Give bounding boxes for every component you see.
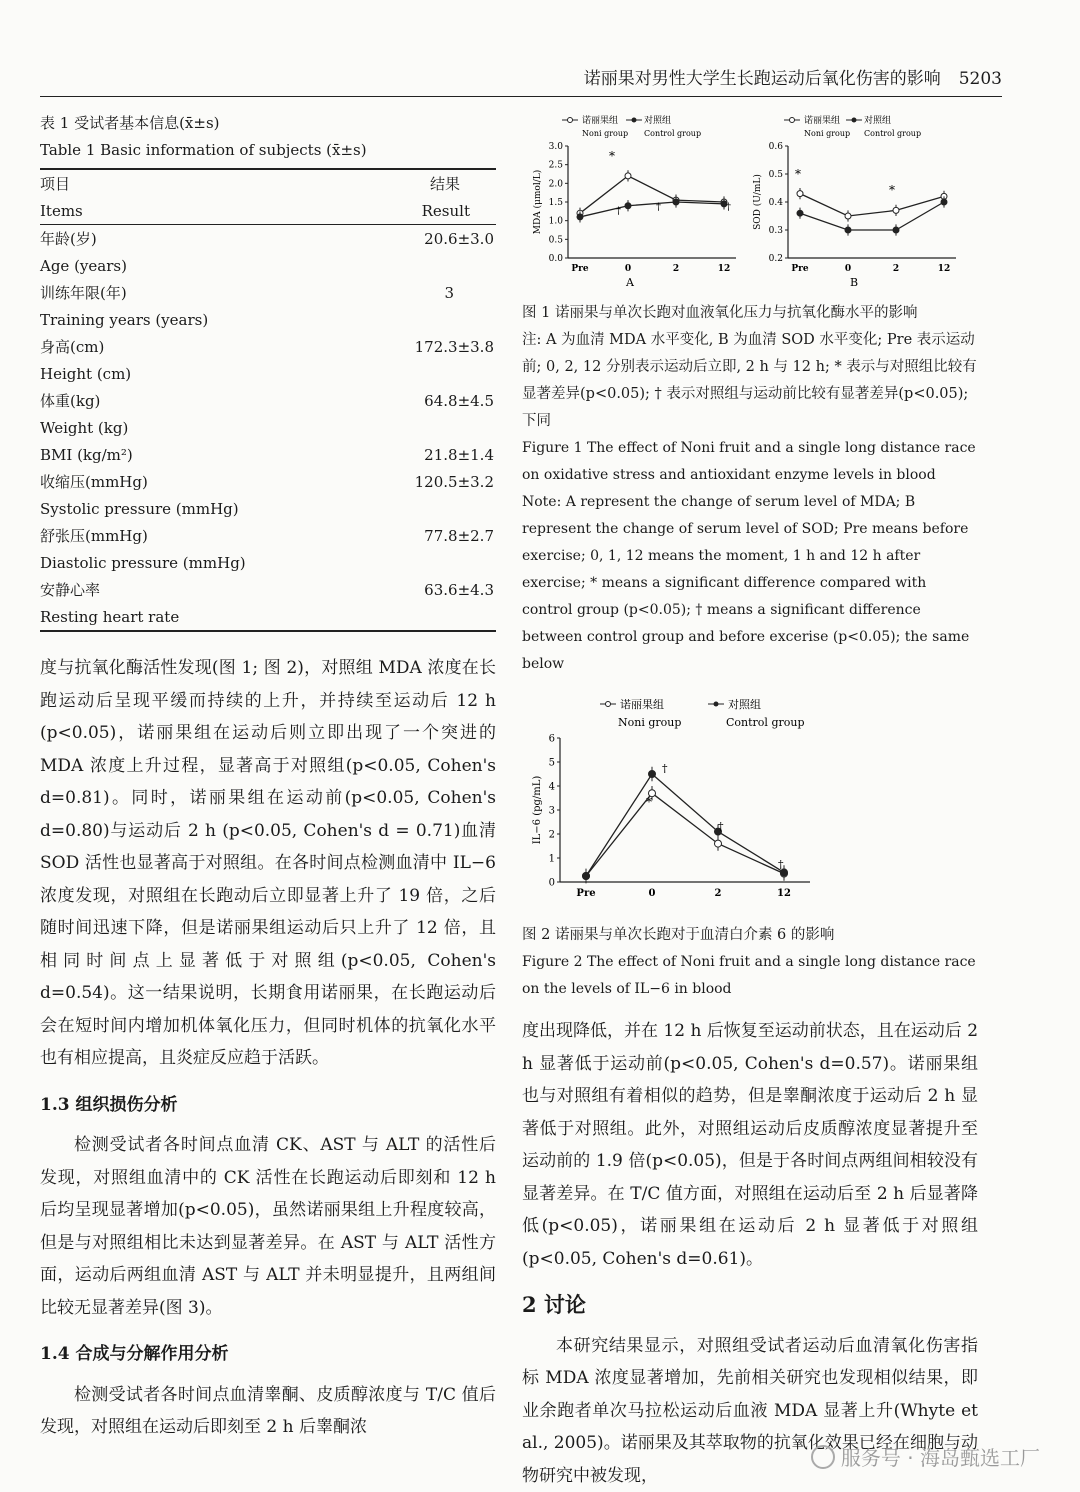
legend-noni-en: Noni group bbox=[582, 129, 628, 138]
col-item-en: Items bbox=[40, 197, 367, 225]
paragraph: 检测受试者各时间点血清睾酮、皮质醇浓度与 T/C 值后发现，对照组在运动后即刻至 2 h 后睾酮浓 bbox=[40, 1379, 496, 1444]
section-heading-1-3: 1.3 组织损伤分析 bbox=[40, 1089, 496, 1122]
legend-noni-en: Noni group bbox=[618, 716, 681, 729]
col-result-en: Result bbox=[367, 197, 496, 225]
legend-ctrl-en: Control group bbox=[644, 129, 701, 138]
x-tick-label: 0 bbox=[845, 264, 851, 274]
y-tick-label: 1.5 bbox=[549, 198, 564, 208]
figure2-caption bbox=[522, 922, 978, 1003]
left-body-text bbox=[40, 652, 496, 1444]
sod-chart-b bbox=[752, 142, 956, 274]
journal-header-title: 诺丽果对男性大学生长跑运动后氧化伤害的影响 bbox=[584, 69, 941, 89]
figure1-legend-a bbox=[562, 114, 701, 138]
wechat-icon bbox=[811, 1445, 835, 1469]
il6-chart bbox=[532, 733, 810, 899]
panel-label-b: B bbox=[850, 276, 858, 289]
x-tick-label: 12 bbox=[718, 264, 731, 274]
y-tick-label: 2.0 bbox=[549, 179, 564, 189]
legend-noni: 诺丽果组 bbox=[804, 114, 840, 126]
x-tick-label: 0 bbox=[625, 264, 631, 274]
page-number: 5203 bbox=[959, 69, 1002, 89]
x-tick-label: 12 bbox=[777, 888, 791, 899]
significance-mark: * bbox=[609, 149, 615, 163]
figure1-note-en: Note: A represent the change of serum level of MDA; B represent the change of serum level of SOD; Pre means before exercise; 0, 1, 12 means the moment, 1 h and 12 h after exercise; * means a significant difference compared with control group (p<0.05); † means a significant difference between control group and before excerise (p<0.05); the same below bbox=[522, 489, 978, 678]
data-point bbox=[583, 873, 590, 880]
data-point bbox=[845, 213, 851, 219]
paragraph: 本研究结果显示，对照组受试者运动后血清氧化伤害指标 MDA 浓度显著增加，先前相关研究也发现相似结果，即业余跑者单次马拉松运动后血液 MDA 显著上升(Whyte et al., 2005)。诺丽果及其萃取物的抗氧化效果已经在细胞与动物研究中被发现， bbox=[522, 1330, 978, 1492]
row-label-en: Diastolic pressure (mmHg) bbox=[40, 549, 367, 576]
y-tick-label: 0.4 bbox=[769, 198, 784, 208]
y-tick-label: 5 bbox=[549, 757, 555, 768]
series-line bbox=[800, 194, 944, 216]
row-label-en: Systolic pressure (mmHg) bbox=[40, 495, 367, 522]
subject-info-table bbox=[40, 168, 496, 632]
row-label-en: Weight (kg) bbox=[40, 414, 367, 441]
significance-mark: * bbox=[646, 795, 652, 809]
figure1-caption bbox=[522, 300, 978, 678]
data-point bbox=[797, 210, 803, 216]
significance-mark: † bbox=[662, 762, 668, 775]
y-tick-label: 1.0 bbox=[549, 217, 564, 227]
y-tick-label: 0.6 bbox=[769, 142, 784, 152]
data-point bbox=[577, 214, 583, 220]
x-tick-label: Pre bbox=[791, 264, 809, 274]
significance-mark: † bbox=[616, 206, 621, 217]
row-label-cn: 体重(kg) bbox=[40, 387, 367, 414]
col-item-cn: 项目 bbox=[40, 169, 367, 197]
row-label-cn: 身高(cm) bbox=[40, 333, 367, 360]
figure1-charts bbox=[522, 110, 978, 290]
y-tick-label: 1 bbox=[549, 853, 555, 864]
x-tick-label: 0 bbox=[649, 888, 656, 899]
row-label-en: Age (years) bbox=[40, 252, 367, 279]
right-column bbox=[522, 110, 978, 1492]
y-tick-label: 0.5 bbox=[549, 235, 564, 245]
row-value: 3 bbox=[367, 279, 496, 306]
row-value: 120.5±3.2 bbox=[367, 468, 496, 495]
legend-ctrl: 对照组 bbox=[864, 114, 891, 126]
y-tick-label: 2 bbox=[549, 829, 555, 840]
y-axis-label: MDA (μmol/L) bbox=[532, 170, 543, 235]
legend-ctrl-en: Control group bbox=[726, 716, 805, 729]
legend-noni-en: Noni group bbox=[804, 129, 850, 138]
y-tick-label: 0 bbox=[549, 877, 555, 888]
figure2-chart bbox=[522, 692, 978, 914]
panel-label-a: A bbox=[625, 276, 635, 289]
row-label-en: Training years (years) bbox=[40, 306, 367, 333]
mda-chart-a bbox=[532, 142, 736, 274]
running-header bbox=[40, 64, 1002, 97]
x-tick-label: 2 bbox=[673, 264, 679, 274]
y-axis-label: IL−6 (pg/mL) bbox=[532, 776, 543, 845]
data-point bbox=[673, 199, 679, 205]
series-line bbox=[580, 176, 724, 213]
row-label-en: Height (cm) bbox=[40, 360, 367, 387]
row-value: 77.8±2.7 bbox=[367, 522, 496, 549]
y-tick-label: 6 bbox=[549, 733, 555, 744]
y-tick-label: 3 bbox=[549, 805, 555, 816]
x-tick-label: Pre bbox=[576, 888, 595, 899]
data-point bbox=[797, 191, 803, 197]
significance-mark: † bbox=[778, 858, 784, 871]
data-point bbox=[893, 207, 899, 213]
figure2-caption-cn: 图 2 诺丽果与单次长跑对于血清白介素 6 的影响 bbox=[522, 922, 978, 949]
row-label-cn: 舒张压(mmHg) bbox=[40, 522, 367, 549]
figure1-legend-b bbox=[784, 114, 921, 138]
paragraph: 度与抗氧化酶活性发现(图 1; 图 2)，对照组 MDA 浓度在长跑运动后呈现平缓而持续的上升，并持续至运动后 12 h (p<0.05)，诺丽果组在运动后则立即出现了一个突进的 MDA 浓度上升过程，显著高于对照组(p<0.05, Cohen's d=0.81)。同时，诺丽果组在运动前(p<0.05, Cohen's d=0.80)与运动后 2 h (p<0.05, Cohen's d = 0.71)血清 SOD 活性也显著高于对照组。在各时间点检测血清中 IL−6 浓度发现，对照组在长跑动后立即显著上升了 19 倍，之后随时间迅速下降，但是诺丽果组运动后只上升了 12 倍，且相同时间点上显著低于对照组(p<0.05, Cohen's d=0.54)。这一结果说明，长期食用诺丽果，在长跑运动后会在短时间内增加机体氧化压力，但同时机体的抗氧化水平也有相应提高，且炎症反应趋于活跃。 bbox=[40, 652, 496, 1075]
y-tick-label: 2.5 bbox=[549, 161, 564, 171]
y-tick-label: 0.5 bbox=[769, 170, 784, 180]
x-tick-label: 2 bbox=[715, 888, 722, 899]
figure2-legend bbox=[600, 697, 805, 729]
significance-mark: † bbox=[726, 202, 731, 213]
x-tick-label: 12 bbox=[938, 264, 951, 274]
row-value: 63.6±4.3 bbox=[367, 576, 496, 603]
col-result-cn: 结果 bbox=[367, 169, 496, 197]
row-label-cn: 年龄(岁) bbox=[40, 225, 367, 253]
legend-ctrl: 对照组 bbox=[728, 697, 761, 711]
row-label-cn: 训练年限(年) bbox=[40, 279, 367, 306]
paragraph: 度出现降低，并在 12 h 后恢复至运动前状态，且在运动后 2 h 显著低于运动前(p<0.05, Cohen's d=0.57)。诺丽果组也与对照组有着相似的趋势，但是睾酮浓度于运动后 2 h 显著低于对照组。此外，对照组运动后皮质醇浓度显著提升至运动前的 1.9 倍(p<0.05)，但是于各时间点两组间相较没有显著差异。在 T/C 值方面，对照组在运动后至 2 h 后显著降低(p<0.05)，诺丽果组在运动后 2 h 显著低于对照组(p<0.05, Cohen's d=0.61)。 bbox=[522, 1015, 978, 1275]
data-point bbox=[893, 227, 899, 233]
series-line bbox=[586, 793, 784, 876]
data-point bbox=[649, 771, 656, 778]
series-line bbox=[580, 202, 724, 217]
table1-caption-cn: 表 1 受试者基本信息(x̄±s) bbox=[40, 110, 496, 137]
paragraph: 检测受试者各时间点血清 CK、AST 与 ALT 的活性后发现，对照组血清中的 CK 活性在长跑运动后即刻和 12 h 后均呈现显著增加(p<0.05)，虽然诺丽果组上升程度较高，但是与对照组相比未达到显著差异。在 AST 与 ALT 活性方面，运动后两组血清 AST 与 ALT 并未明显提升，且两组间比较无显著差异(图 3)。 bbox=[40, 1129, 496, 1324]
row-value: 21.8±1.4 bbox=[367, 441, 496, 468]
x-tick-label: 2 bbox=[893, 264, 899, 274]
watermark bbox=[811, 1442, 1040, 1471]
figure1-caption-cn: 图 1 诺丽果与单次长跑对血液氧化压力与抗氧化酶水平的影响 bbox=[522, 300, 978, 327]
legend-noni: 诺丽果组 bbox=[620, 697, 664, 711]
legend-noni: 诺丽果组 bbox=[582, 114, 618, 126]
data-point bbox=[941, 199, 947, 205]
y-tick-label: 4 bbox=[549, 781, 555, 792]
series-line bbox=[800, 202, 944, 230]
figure1-caption-en: Figure 1 The effect of Noni fruit and a single long distance race on oxidative stress and antioxidant enzyme levels in blood bbox=[522, 435, 978, 489]
y-tick-label: 3.0 bbox=[549, 142, 564, 152]
y-tick-label: 0.2 bbox=[769, 254, 783, 264]
data-point bbox=[845, 227, 851, 233]
row-label-en: Resting heart rate bbox=[40, 603, 367, 631]
row-value: 172.3±3.8 bbox=[367, 333, 496, 360]
data-point bbox=[625, 203, 631, 209]
significance-mark: † bbox=[718, 820, 724, 833]
row-label-cn: 安静心率 bbox=[40, 576, 367, 603]
watermark-text: 服务号 · 海岛甄选工厂 bbox=[841, 1446, 1040, 1470]
row-value: 64.8±4.5 bbox=[367, 387, 496, 414]
section-heading-1-4: 1.4 合成与分解作用分析 bbox=[40, 1338, 496, 1371]
row-label-cn: 收缩压(mmHg) bbox=[40, 468, 367, 495]
right-body-text bbox=[522, 1015, 978, 1492]
data-point bbox=[625, 173, 631, 179]
section-heading-2: 2 讨论 bbox=[522, 1289, 978, 1322]
y-tick-label: 0.3 bbox=[769, 226, 784, 236]
significance-mark: † bbox=[656, 202, 661, 213]
data-point bbox=[715, 840, 722, 847]
legend-ctrl: 对照组 bbox=[644, 114, 671, 126]
x-tick-label: Pre bbox=[571, 264, 589, 274]
y-axis-label: SOD (U/mL) bbox=[752, 174, 763, 230]
table1-caption-en: Table 1 Basic information of subjects (x̄±s) bbox=[40, 137, 496, 164]
left-column bbox=[40, 110, 496, 1444]
row-label-cn: BMI (kg/m²) bbox=[40, 441, 367, 468]
significance-mark: * bbox=[795, 167, 801, 181]
row-value: 20.6±3.0 bbox=[367, 225, 496, 253]
figure1-note-cn: 注: A 为血清 MDA 水平变化, B 为血清 SOD 水平变化; Pre 表示运动前; 0, 2, 12 分别表示运动后立即, 2 h 与 12 h; * 表示与对照组比较有显著差异(p<0.05); † 表示对照组与运动前比较有显著差异(p<0.05); 下同 bbox=[522, 327, 978, 435]
y-tick-label: 0.0 bbox=[549, 254, 564, 264]
significance-mark: * bbox=[889, 183, 895, 197]
legend-ctrl-en: Control group bbox=[864, 129, 921, 138]
figure2-caption-en: Figure 2 The effect of Noni fruit and a single long distance race on the levels of IL−6 in blood bbox=[522, 949, 978, 1003]
